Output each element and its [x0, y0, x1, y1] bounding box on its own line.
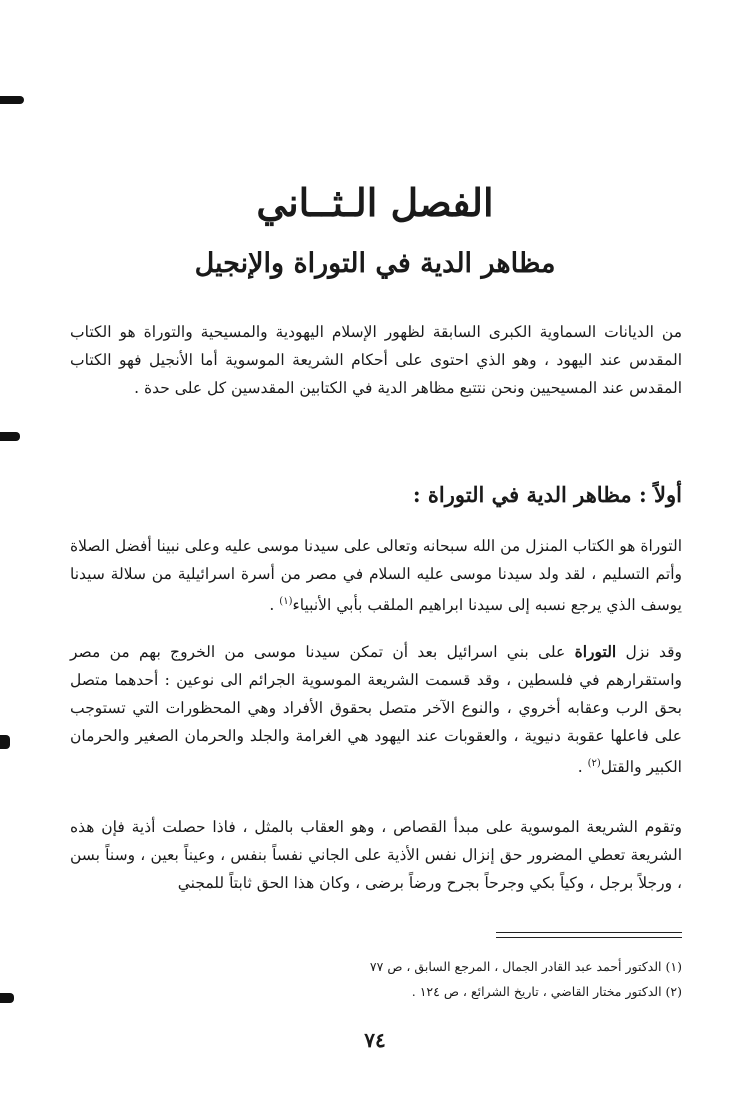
footnote-2: (٢) الدكتور مختار القاضي ، تاريخ الشرائع ، ص ١٢٤ . [411, 984, 682, 999]
paragraph-revelation-bold: التوراة [574, 642, 617, 661]
paragraph-revelation-start: وقد نزل [616, 643, 682, 661]
paragraph-torah-end: . [269, 596, 280, 615]
page-number: ٧٤ [364, 1028, 386, 1052]
footnote-ref-2[interactable]: (٢) [587, 758, 601, 769]
footnote-ref-1[interactable]: (١) [279, 596, 293, 607]
paragraph-revelation [70, 638, 682, 781]
paragraph-retaliation: وتقوم الشريعة الموسوية على مبدأ القصاص ، وهو العقاب بالمثل ، فاذا حصلت أذية فإن هذه الشريعة تعطي المضرور حق إنزال نفس الأذية على الجاني نفساً بنفس ، وعيناً بعين ، وسناً بسن ، ورجلاً برجل ، وكياً بكي وجرحاً بجرح ورضاً برضى ، وكان هذا الحق ثابتاً للمجني [70, 818, 682, 892]
footnote-divider [496, 937, 682, 938]
paragraph-revelation-rest: على بني اسرائيل بعد أن تمكن سيدنا موسى من الخروج بهم من مصر واستقرارهم في فلسطين ، وقد قسمت الشريعة الموسوية الجرائم الى نوعين : أحدهما متصل بحق الرب وعقابه أخروي ، والنوع الآخر متصل بحقوق الأفراد وهي المحظورات التي تستوجب على فاعلها عقوبة دنيوية ، والعقوبات عند اليهود هي الغرامة والجلد والحرمان الصغير والحرمان الكبير والقتل [70, 643, 682, 777]
section-heading: أولاً : مظاهر الدية في التوراة : [412, 482, 682, 507]
footnote-divider [496, 932, 682, 933]
scan-margin-mark [0, 96, 24, 104]
paragraph-torah-text: التوراة هو الكتاب المنزل من الله سبحانه وتعالى على سيدنا موسى عليه وعلى نبينا أفضل الصلاة وأتم التسليم ، لقد ولد سيدنا موسى عليه السلام في مصر من أسرة اسرائيلية من سلالة سيدنا يوسف الذي يرجع نسبه إلى سيدنا ابراهيم الملقب بأبي الأنبياء [70, 537, 682, 615]
chapter-subtitle: مظاهر الدية في التوراة والإنجيل [194, 248, 556, 279]
paragraph-torah [70, 532, 682, 619]
intro-paragraph: من الديانات السماوية الكبرى السابقة لظهور الإسلام اليهودية والمسيحية والتوراة هو الكتاب المقدس عند اليهود ، وهو الذي احتوى على أحكام الشريعة الموسوية أما الأنجيل فهو الكتاب المقدس عند المسيحيين ونحن نتتبع مظاهر الدية في الكتابين المقدسين كل على حدة . [70, 323, 682, 397]
chapter-title: الفصل الـثــاني [256, 180, 494, 225]
footnote-1: (١) الدكتور أحمد عبد القادر الجمال ، المرجع السابق ، ص ٧٧ [369, 959, 682, 974]
scan-margin-mark [0, 993, 14, 1003]
scan-margin-mark [0, 432, 20, 441]
scan-margin-mark [0, 735, 10, 749]
paragraph-revelation-end: . [577, 758, 588, 777]
footnotes [70, 954, 682, 1004]
